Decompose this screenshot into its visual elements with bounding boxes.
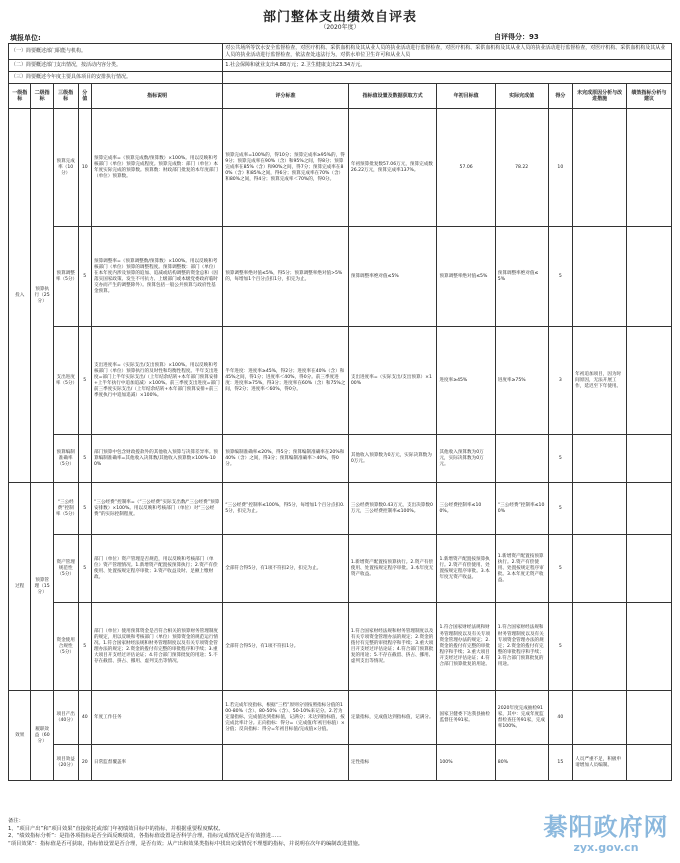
actual-cell: 1.符合国家财经法规和财务管理制度以及有关专项资金管理办法的规定；2.资金的拨付有完整的审批程序和手续；3.符合部门预算批复的用途。 — [495, 603, 548, 691]
reason-cell — [573, 483, 627, 535]
target-cell: 其他收入预算数为0万元，实际决算数为0万元。 — [437, 435, 495, 483]
level2-indicator: 预算执行（25分） — [31, 109, 53, 483]
level1-indicator: 过程 — [9, 483, 31, 691]
note-line: “项目效果”：指标值是否可获取，指标值设置是否合理，是否有效；从产出和效果类指标中找出完成情况不理想的指标，并说明在次年的编制改进措施。 — [8, 841, 364, 848]
suggestion-cell — [627, 227, 672, 327]
page-subtitle: （2020年度） — [320, 24, 360, 31]
weight-cell: 5 — [78, 483, 91, 535]
column-header: 得分 — [548, 84, 573, 109]
method-cell: 预算调整率绝对值≤5% — [348, 227, 437, 327]
column-header: 评分标准 — [223, 84, 349, 109]
reason-cell: 人员严重不足，积极申请增加人员编制。 — [573, 745, 627, 781]
suggestion-cell — [627, 435, 672, 483]
unit-label: 填报单位: — [10, 34, 41, 42]
watermark — [542, 813, 670, 857]
suggestion-cell — [627, 109, 672, 227]
column-header: 分值 — [78, 84, 91, 109]
level1-indicator: 效果 — [9, 691, 31, 781]
table-row — [9, 435, 672, 483]
description-cell: 支出进度率=（实际支出/支出预算）×100%。用以反映和考核部门（单位）预算执行的及时性和均衡性程度。半年支出进度=部门上半年实际支出/（上年结余结转+本年部门预算安排+上半年执行中追加追减）×100%。前三季度支出进度=部门前三季度实际支出/（上年结余结转+本年部门预算安排+前三季度执行中追加追减）×100%。 — [91, 327, 222, 435]
level2-indicator: 履职效益（60分） — [31, 691, 53, 781]
description-cell: 部门预算中包含财政拨款外的其他收入预算与决算差异率。预算编制准确率=其他收入决算数/其他收入预算数×100%-100% — [91, 435, 222, 483]
target-cell: 三公经费控制率≤100%。 — [437, 483, 495, 535]
reason-cell — [573, 435, 627, 483]
method-cell: 年初预算批复数57.06万元，预算完成数26.22万元，预算完成率137%。 — [348, 109, 437, 227]
column-header: 年初目标值 — [437, 84, 495, 109]
criteria-cell: 1.若完成年度指标，根据“三档”原则分别按照指标分值的100-80%（含）、80-50%（含）、50-10%来记分。2.若为定量指标，完成值达到指标值，记满分；未达到指标值，按完成比率计分。正向指标：得分=（完成值/年初目标值）×分值；反向指标：得分=年初目标值/完成值×分值。 — [223, 691, 349, 745]
level3-indicator: “三公经费”控制率（5分） — [53, 483, 78, 535]
weight-cell: 5 — [78, 435, 91, 483]
suggestion-cell — [627, 483, 672, 535]
level3-indicator: 资金使用合规性（5分） — [53, 603, 78, 691]
level3-indicator: 支出进度率（5分） — [53, 327, 78, 435]
weight-cell: 5 — [78, 327, 91, 435]
reason-cell — [573, 109, 627, 227]
points-cell: 5 — [548, 483, 573, 535]
note-line: 备注： — [8, 818, 24, 824]
info-value — [223, 72, 672, 84]
weight-cell: 20 — [78, 745, 91, 781]
header-row — [9, 84, 672, 109]
reason-cell — [573, 691, 627, 745]
points-cell: 5 — [548, 603, 573, 691]
level3-indicator: 预算编制准确率（5分） — [53, 435, 78, 483]
page-title: 部门整体支出绩效自评表 — [262, 10, 417, 25]
method-cell: 三公经费预算数0.43万元，支出决算数0万元，三公经费控制率≤100%。 — [348, 483, 437, 535]
target-cell: 国家卫健委下达我县抽检监督任务91家。 — [437, 691, 495, 745]
actual-cell — [495, 435, 548, 483]
weight-cell: 40 — [78, 691, 91, 745]
column-header: 指标值设置及数据获取方式 — [348, 84, 437, 109]
criteria-cell: 预算完成率=100%的，得10分；预算完成率≥95%的，得9分；预算完成率在90%（含）和95%之间，得8分；预算完成率在85%（含）和90%之间，得7分；预算完成率在80%（含）和85%之间，得6分；预算完成率在70%（含）和80%之间，得4分；预算完成率＜70%的，得0分。 — [223, 109, 349, 227]
target-cell: 57.06 — [437, 109, 495, 227]
target-cell: 预算调整率绝对值≤5% — [437, 227, 495, 327]
actual-cell: “三公经费”控制率≤100% — [495, 483, 548, 535]
actual-cell: 2020年度完成抽检91家，其中：完成年度监督检查任务91家，完成率100%。 — [495, 691, 548, 745]
method-cell: 定性指标 — [348, 745, 437, 781]
column-header: 实际完成值 — [495, 84, 548, 109]
suggestion-cell — [627, 603, 672, 691]
criteria-cell: 半年进度：进度率≥45%，得2分；进度率在40%（含）和45%之间，得1分；进度率＜40%，得0分。前三季度进度：进度率≥75%，得3分；进度率在60%（含）和75%之间，得2分；进度率＜60%，得0分。 — [223, 327, 349, 435]
method-cell: 1.新增资产配置按预算执行。2.资产有偿使用、处置按规定程序审批。3.本年度无资产收益。 — [348, 535, 437, 603]
points-cell: 15 — [548, 745, 573, 781]
evaluation-table — [8, 43, 672, 781]
description-cell: 部门（单位）资产管理是否规范，用以反映和考核部门（单位）资产管理情况。1.新增资产配置按预算执行；2.资产有偿使用、处置按规定程序审批；3.资产收益及时、足额上缴财政。 — [91, 535, 222, 603]
self-score: 自评得分：93 — [494, 33, 539, 41]
suggestion-cell — [627, 535, 672, 603]
description-cell: 部门（单位）使用预算资金是否符合相关的预算财务管理制度的规定，用以反映和考核部门（单位）预算资金的规范运行情况。1.符合国家财经法规和财务管理制度以及有关专项资金管理办法的规定；2.资金的拨付有完整的审批程序和手续；3.重大项目开支经过评估论证；4.符合部门预算批复的用途；5.不存在截留、挤占、挪用、虚列支出等情况。 — [91, 603, 222, 691]
info-label: （三）简要概述今年度主要具体项目的安排执行情况。 — [9, 72, 223, 84]
description-cell: 预算完成率=（预算完成数/预算数）×100%。用以反映和考核部门（单位）预算完成程度。预算完成数：部门（单位）本年度实际完成的预算数。预算数：财政部门批复的本年度部门（单位）预算数。 — [91, 109, 222, 227]
table-row — [9, 109, 672, 227]
criteria-cell: 预算编制准确率≤20%，得5分；预算编制准确率在20%和40%（含）之间，得3分；预算编制准确率＞40%，得0分。 — [223, 435, 349, 483]
reason-cell: 年初追加项目，因为时间原因，无法开展工作，延迟至下年使用。 — [573, 327, 627, 435]
points-cell: 3 — [548, 327, 573, 435]
table-row — [9, 535, 672, 603]
info-row — [9, 60, 672, 72]
target-cell: 1.新增资产配置按预算执行。2.资产有偿使用、处置按规定程序审批。3.本年度无资产收益。 — [437, 535, 495, 603]
watermark-url: zyx.gov.cn — [573, 841, 639, 854]
table-row — [9, 603, 672, 691]
target-cell: 进度率≥45% — [437, 327, 495, 435]
criteria-cell: 预算调整率绝对值≤5%，得5分；预算调整率绝对值>5%的，每增加1个百分点扣1分，扣完为止。 — [223, 227, 349, 327]
info-row — [9, 72, 672, 84]
column-header: 指标说明 — [91, 84, 222, 109]
weight-cell: 5 — [78, 535, 91, 603]
criteria-cell: 全部符合得5分，有1项不符扣2分，扣完为止。 — [223, 535, 349, 603]
method-cell: 支出进度率=（实际支出/支出预算）×100% — [348, 327, 437, 435]
level3-indicator: 资产管理规范性（5分） — [53, 535, 78, 603]
table-row — [9, 745, 672, 781]
note-line: 2、“绩效指标分析”：是指各项指标是否全面反映绩效，各指标值设置是否科学合理，指标完成情况是否有效推进…… — [8, 833, 282, 840]
column-header: 绩效指标分析与建议 — [627, 84, 672, 109]
actual-cell: 预算调整率绝对值≤5% — [495, 227, 548, 327]
reason-cell — [573, 227, 627, 327]
level3-indicator: 预算完成率（10分） — [53, 109, 78, 227]
reason-cell — [573, 535, 627, 603]
table-row — [9, 327, 672, 435]
info-label: （二）简要概述部门支出情况，按活动内容分类。 — [9, 60, 223, 72]
criteria-cell — [223, 745, 349, 781]
criteria-cell: “三公经费”控制率≤100%，得5分，每增加1个百分点扣0.5分，扣完为止。 — [223, 483, 349, 535]
actual-cell: 80% — [495, 745, 548, 781]
watermark-site-name: 綦阳政府网 — [543, 813, 669, 841]
level3-indicator: 预算调整率（5分） — [53, 227, 78, 327]
actual-cell: 进度率≥75% — [495, 327, 548, 435]
table-row — [9, 227, 672, 327]
description-cell: “三公经费”控制率=（“三公经费”实际支出数/“三公经费”预算安排数）×100%。用以反映和考核部门（单位）对“三公经费”的实际控制程度。 — [91, 483, 222, 535]
target-cell: 100% — [437, 745, 495, 781]
actual-cell: 1.新增资产配置按预算执行。2.资产有偿使用、处置按规定程序审批。3.本年度无资产收益。 — [495, 535, 548, 603]
level3-indicator: 项目产出（40分） — [53, 691, 78, 745]
column-header: 三级指标 — [53, 84, 78, 109]
criteria-cell: 全部符合得5分，有1项不符扣1分。 — [223, 603, 349, 691]
actual-cell: 78.22 — [495, 109, 548, 227]
method-cell: 1.符合国家财经法规和财务管理制度以及有关专项资金管理办法的规定；2.资金的拨付有完整的审批程序和手续；3.重大项目开支经过评估论证；4.符合部门预算批复的用途；5.不存在截留、挤占、挪用、虚列支出等情况。 — [348, 603, 437, 691]
note-line: 1、“项目产出”和“项目效果”直接依托或部门年初绩效目标中的指标，并根据重要程度赋权。 — [8, 825, 224, 832]
points-cell: 10 — [548, 109, 573, 227]
suggestion-cell — [627, 745, 672, 781]
info-value: 1.社会保障和就业支出4.88万元；2.卫生健康支出23.34万元。 — [223, 60, 672, 72]
info-row — [9, 44, 672, 60]
points-cell: 5 — [548, 227, 573, 327]
points-cell: 5 — [548, 535, 573, 603]
target-cell: 1.符合国家财经法规和财务管理制度以及有关专项资金管理办法的规定；2.资金的拨付有完整的审批程序和手续；3.重大项目开支经过评估论证；4.符合部门预算批复的用途。 — [437, 603, 495, 691]
level3-indicator: 项目效益（20分） — [53, 745, 78, 781]
level2-indicator: 预算管理（15分） — [31, 483, 53, 691]
column-header: 二级指标 — [31, 84, 53, 109]
description-cell: 预算调整率=（预算调整数/预算数）×100%。用以反映和考核部门（单位）预算的调整程度。预算调整数：部门（单位）在本年度内涉及预算的追加、追减或结构调整的资金总和（因落实国家政策、发生不可抗力、上级部门或本级党委政府临时交办而产生的调整除外）。预算包括一般公共预算与政府性基金预算。 — [91, 227, 222, 327]
description-cell: 年度工作任务 — [91, 691, 222, 745]
column-header: 未完成原因分析与改进措施 — [573, 84, 627, 109]
info-value: 对公共场所等饮水安全监督检查，对医疗机构、采供血机构及其从业人员的执业活动进行监督检查，对医疗机构、采供血机构及其从业人员的执业活动进行监督检查，对医疗机构、采供血机构及其从业人员的执业活动进行监督检查，依法查处违法行为，对供水单位卫生许可和从业人员 — [223, 44, 672, 60]
reason-cell — [573, 603, 627, 691]
suggestion-cell — [627, 691, 672, 745]
points-cell: 5 — [548, 435, 573, 483]
info-label: （一）简要概述部门职能与机构。 — [9, 44, 223, 60]
weight-cell: 10 — [78, 109, 91, 227]
points-cell: 40 — [548, 691, 573, 745]
suggestion-cell — [627, 327, 672, 435]
table-row — [9, 691, 672, 745]
column-header: 一级指标 — [9, 84, 31, 109]
method-cell: 其他收入预算数为0万元，实际决算数为0万元。 — [348, 435, 437, 483]
description-cell: 日常监督覆盖率 — [91, 745, 222, 781]
method-cell: 定量指标，完成值达到指标值，记满分。 — [348, 691, 437, 745]
level1-indicator: 投入 — [9, 109, 31, 483]
weight-cell: 5 — [78, 227, 91, 327]
table-row — [9, 483, 672, 535]
weight-cell: 5 — [78, 603, 91, 691]
